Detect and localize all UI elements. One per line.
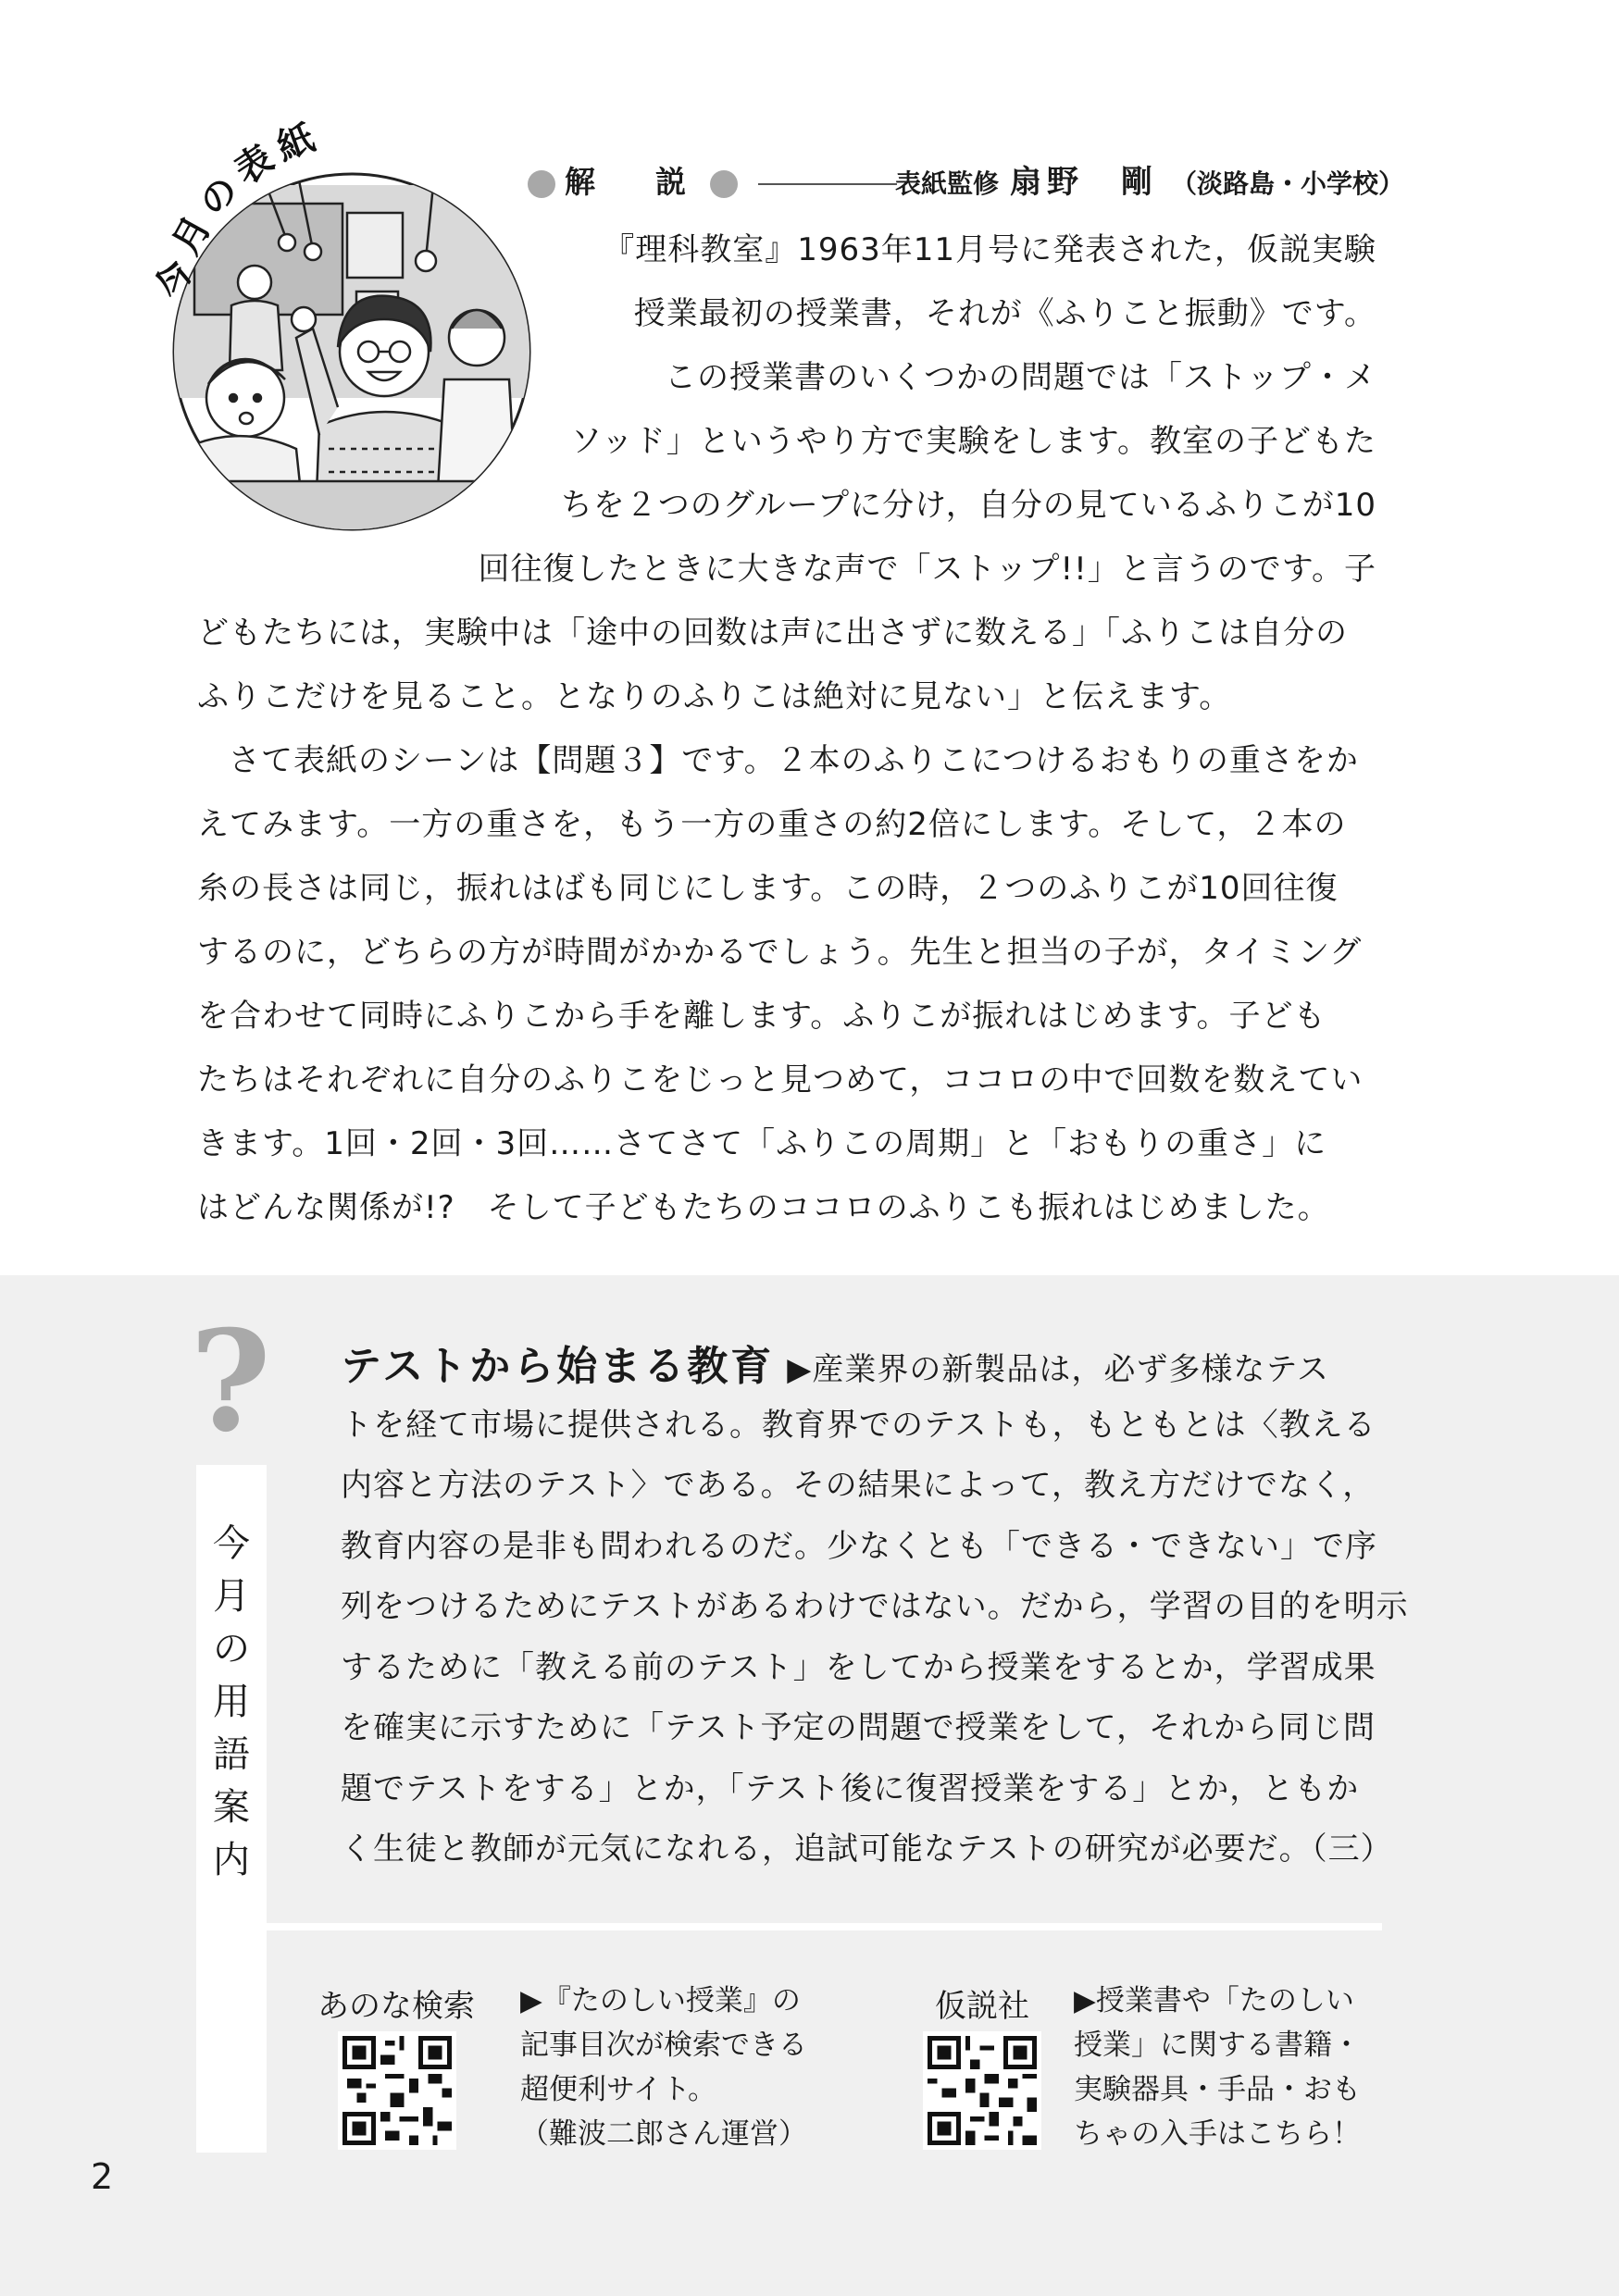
bullet-dot-icon: [528, 170, 555, 198]
supervisor-affiliation: （淡路島・小学校）: [1170, 168, 1404, 199]
qr-code-icon: [338, 2031, 456, 2150]
cover-text-line: 授業最初の授業書，それが《ふりこと振動》です。: [633, 295, 1376, 332]
glossary-text-line: く生徒と教師が元気になれる，追試可能なテストの研究が必要だ。（三）: [341, 1831, 1393, 1868]
cover-text-line: ふりこだけを見ること。となりのふりこは絶対に見ない」と伝えます。: [197, 678, 1232, 715]
explain-header: [528, 159, 915, 205]
vertical-char: 内: [213, 1839, 250, 1881]
link-desc-line: ▶『たのしい授業』の: [520, 1984, 801, 2017]
divider: [267, 1923, 1382, 1930]
glossary-vertical-label: [196, 1518, 267, 1887]
vertical-char: 用: [213, 1681, 250, 1723]
cover-text-line: するのに，どちらの方が時間がかかるでしょう。先生と担当の子が，タイミング: [197, 934, 1363, 971]
kasetsusha-title[interactable]: 仮説社: [935, 1988, 1029, 2025]
supervisor-label: 表紙監修: [894, 168, 999, 199]
glossary-first-line: [341, 1339, 1329, 1397]
qr-code-icon: [923, 2031, 1041, 2150]
badge-text: 今月の表紙: [149, 114, 329, 304]
anona-search-title[interactable]: あのな検索: [318, 1988, 475, 2025]
kasetsusha-qr-code[interactable]: [923, 2031, 1041, 2153]
link-desc-line: 超便利サイト。: [520, 2073, 717, 2106]
cover-text-line: 回往復したときに大きな声で「ストップ!!」と言うのです。子: [478, 551, 1376, 588]
svg-text:今月の表紙: [150, 115, 328, 304]
cover-badge: [137, 102, 433, 315]
question-mark-icon: ?: [190, 1300, 271, 1463]
bullet-dot-icon: [710, 170, 738, 198]
cover-text-line: この授業書のいくつかの問題では「ストップ・メ: [665, 359, 1376, 396]
link-desc-line: （難波二郎さん運営）: [520, 2117, 807, 2151]
page-number: 2: [91, 2156, 114, 2197]
vertical-char: 語: [213, 1733, 250, 1776]
cover-text-line: ちを２つのグループに分け，自分の見ているふりこが10: [560, 487, 1376, 524]
cover-text-line: 糸の長さは同じ，振れはばも同じにします。この時，２つのふりこが10回往復: [197, 870, 1339, 907]
explain-label: 解 説: [565, 164, 701, 200]
glossary-text-line: トを経て市場に提供される。教育界でのテストも，もともとは〈教える: [341, 1407, 1376, 1444]
link-desc-line: 記事目次が検索できる: [520, 2029, 807, 2062]
cover-text-line: さて表紙のシーンは【問題３】です。２本のふりこにつけるおもりの重さをか: [229, 742, 1359, 779]
link-desc-line: 実験器具・手品・おも: [1074, 2073, 1361, 2106]
supervisor-name: 扇野 剛: [1009, 164, 1158, 201]
link-desc-line: ちゃの入手はこちら！: [1074, 2117, 1361, 2151]
link-desc-line: 授業」に関する書籍・: [1074, 2029, 1361, 2062]
glossary-text-line: 教育内容の是非も問われるのだ。少なくとも「できる・できない」で序: [341, 1528, 1377, 1565]
glossary-text-line: ▶産業界の新製品は，必ず多様なテス: [787, 1351, 1330, 1388]
cover-text-line: どもたちには，実験中は「途中の回数は声に出さずに数える」「ふりこは自分の: [197, 614, 1348, 652]
glossary-text-line: を確実に示すために「テスト予定の問題で授業をして，それから同じ問: [341, 1709, 1376, 1746]
cover-text-line: きます。1回・2回・3回……さてさて「ふりこの周期」と「おもりの重さ」に: [197, 1125, 1327, 1162]
cover-text-line: えてみます。一方の重さを，もう一方の重さの約2倍にします。そして，２本の: [197, 806, 1347, 843]
supervisor-credit: [895, 159, 1404, 207]
vertical-char: 今: [213, 1522, 250, 1565]
anona-description: [520, 1979, 807, 2156]
vertical-char: の: [213, 1628, 250, 1670]
glossary-text-line: するために「教える前のテスト」をしてから授業をするとか，学習成果: [341, 1649, 1376, 1686]
glossary-text-line: 列をつけるためにテストがあるわけではない。だから，学習の目的を明示: [341, 1588, 1409, 1625]
glossary-text-line: 題でテストをする」とか，「テスト後に復習授業をする」とか，ともか: [341, 1770, 1360, 1807]
vertical-char: 月: [213, 1575, 250, 1618]
link-desc-line: ▶授業書や「たのしい: [1074, 1984, 1354, 2017]
cover-text-line: を合わせて同時にふりこから手を離します。ふりこが振れはじめます。子ども: [197, 998, 1326, 1035]
divider: [758, 183, 897, 185]
vertical-char: 案: [213, 1786, 250, 1829]
kasetsusha-description: [1074, 1979, 1361, 2156]
glossary-term-title: テストから始まる教育: [341, 1343, 775, 1390]
glossary-text-line: 内容と方法のテスト〉である。その結果によって，教え方だけでなく，: [341, 1467, 1376, 1504]
anona-qr-code[interactable]: [338, 2031, 456, 2153]
cover-text-line: はどんな関係が!? そして子どもたちのココロのふりこも振れはじめました。: [197, 1189, 1330, 1226]
cover-text-line: たちはそれぞれに自分のふりこをじっと見つめて，ココロの中で回数を数えてい: [197, 1061, 1364, 1098]
cover-text-line: ソッド」というやり方で実験をします。教室の子どもた: [570, 423, 1376, 460]
cover-text-line: 『理科教室』1963年11月号に発表された，仮説実験: [603, 231, 1376, 268]
